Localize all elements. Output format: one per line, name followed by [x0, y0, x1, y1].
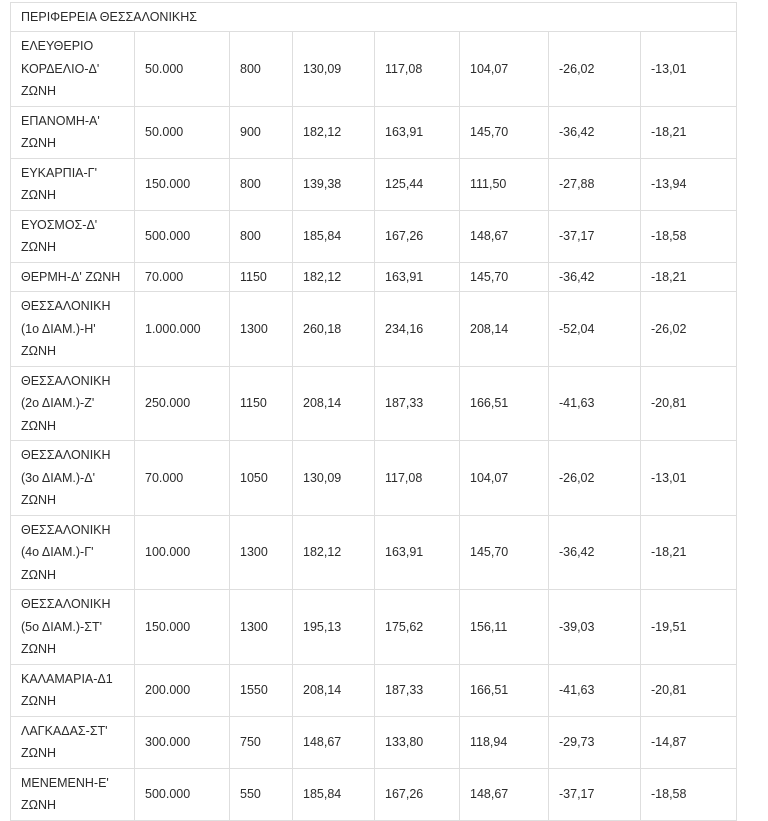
table-container [10, 2, 736, 821]
price-cell: 182,12 [293, 106, 375, 158]
difference-2-cell: -13,01 [641, 441, 737, 516]
difference-2-cell: -18,21 [641, 262, 737, 292]
region-title: ΠΕΡΙΦΕΡΕΙΑ ΘΕΣΣΑΛΟΝΙΚΗΣ [11, 3, 737, 32]
area-name-line: ΕΥΟΣΜΟΣ-Δ' [21, 217, 98, 232]
price-reduced-2-cell: 145,70 [460, 515, 549, 590]
table-row [11, 590, 737, 665]
population-cell: 500.000 [135, 768, 230, 820]
area-name-cell [11, 158, 135, 210]
area-name-line: ΖΩΝΗ [21, 567, 57, 582]
difference-cell: -41,63 [549, 664, 641, 716]
area-name-line: ΘΕΣΣΑΛΟΝΙΚΗ [21, 597, 111, 611]
price-cell: 195,13 [293, 590, 375, 665]
area-name-line: (4ο ΔΙΑΜ.)-Γ' [21, 545, 94, 559]
price-reduced-cell: 175,62 [375, 590, 460, 665]
area-name-line: ΕΠΑΝΟΜΗ-Α' [21, 113, 100, 128]
area-name-line: ΖΩΝΗ [21, 240, 57, 254]
population-cell: 150.000 [135, 590, 230, 665]
difference-cell: -37,17 [549, 210, 641, 262]
price-reduced-cell: 234,16 [375, 292, 460, 367]
price-reduced-cell: 187,33 [375, 664, 460, 716]
area-name-line: ΖΩΝΗ [21, 694, 57, 708]
population-cell: 50.000 [135, 32, 230, 107]
area-name-cell [11, 262, 135, 292]
area-name-line: ΖΩΝΗ [21, 136, 57, 150]
price-cell: 208,14 [293, 664, 375, 716]
area-name-cell [11, 366, 135, 441]
table-body [11, 2, 737, 820]
difference-2-cell: -18,58 [641, 210, 737, 262]
price-reduced-cell: 167,26 [375, 768, 460, 820]
area-name-line: ΚΑΛΑΜΑΡΙΑ-Δ1 [21, 671, 113, 686]
population-cell: 300.000 [135, 716, 230, 768]
table-row [11, 292, 737, 367]
population-cell: 250.000 [135, 366, 230, 441]
difference-cell: -41,63 [549, 366, 641, 441]
price-cell: 130,09 [293, 441, 375, 516]
area-name-line: ΜΕΝΕΜΕΝΗ-Ε' [21, 775, 109, 790]
price-reduced-2-cell: 148,67 [460, 210, 549, 262]
area-name-cell [11, 716, 135, 768]
price-reduced-2-cell: 166,51 [460, 664, 549, 716]
price-reduced-2-cell: 145,70 [460, 106, 549, 158]
value-cell: 750 [230, 716, 293, 768]
price-reduced-2-cell: 208,14 [460, 292, 549, 367]
price-reduced-cell: 125,44 [375, 158, 460, 210]
difference-cell: -39,03 [549, 590, 641, 665]
difference-cell: -37,17 [549, 768, 641, 820]
value-cell: 900 [230, 106, 293, 158]
population-cell: 500.000 [135, 210, 230, 262]
price-cell: 185,84 [293, 768, 375, 820]
area-name-line: ΖΩΝΗ [21, 84, 57, 98]
area-name-line: ΛΑΓΚΑΔΑΣ-ΣΤ' [21, 723, 108, 738]
population-cell: 1.000.000 [135, 292, 230, 367]
price-cell: 182,12 [293, 515, 375, 590]
price-reduced-cell: 163,91 [375, 262, 460, 292]
difference-cell: -52,04 [549, 292, 641, 367]
area-name-line: ΘΕΣΣΑΛΟΝΙΚΗ [21, 448, 111, 462]
table-row [11, 262, 737, 292]
population-cell: 50.000 [135, 106, 230, 158]
population-cell: 100.000 [135, 515, 230, 590]
value-cell: 1300 [230, 590, 293, 665]
area-name-cell [11, 441, 135, 516]
region-header-row [11, 3, 737, 32]
area-name-cell [11, 106, 135, 158]
area-name-line: ΚΟΡΔΕΛΙΟ-Δ' [21, 61, 100, 76]
price-reduced-2-cell: 104,07 [460, 32, 549, 107]
area-name-line: (1ο ΔΙΑΜ.)-Η' [21, 321, 96, 336]
area-name-line: ΖΩΝΗ [21, 746, 57, 760]
price-cell: 182,12 [293, 262, 375, 292]
table-row [11, 716, 737, 768]
value-cell: 1150 [230, 366, 293, 441]
area-name-line: ΘΕΣΣΑΛΟΝΙΚΗ [21, 299, 111, 313]
area-name-line: ΕΛΕΥΘΕΡΙΟ [21, 39, 94, 53]
area-name-line: (3ο ΔΙΑΜ.)-Δ' [21, 470, 95, 485]
area-name-line: ΖΩΝΗ [21, 344, 57, 358]
table-row [11, 32, 737, 107]
area-name-cell [11, 768, 135, 820]
price-cell: 260,18 [293, 292, 375, 367]
price-reduced-cell: 163,91 [375, 106, 460, 158]
price-reduced-2-cell: 104,07 [460, 441, 549, 516]
value-cell: 1050 [230, 441, 293, 516]
difference-2-cell: -19,51 [641, 590, 737, 665]
difference-cell: -36,42 [549, 262, 641, 292]
value-cell: 800 [230, 32, 293, 107]
difference-cell: -29,73 [549, 716, 641, 768]
difference-cell: -36,42 [549, 515, 641, 590]
value-cell: 1300 [230, 515, 293, 590]
area-name-line: ΖΩΝΗ [21, 642, 57, 656]
table-row [11, 366, 737, 441]
value-cell: 550 [230, 768, 293, 820]
table-row [11, 768, 737, 820]
price-reduced-2-cell: 145,70 [460, 262, 549, 292]
price-cell: 139,38 [293, 158, 375, 210]
price-cell: 148,67 [293, 716, 375, 768]
price-reduced-cell: 117,08 [375, 32, 460, 107]
area-name-line: ΖΩΝΗ [21, 188, 57, 202]
population-cell: 70.000 [135, 441, 230, 516]
difference-cell: -27,88 [549, 158, 641, 210]
area-name-cell [11, 590, 135, 665]
area-name-line: ΘΕΡΜΗ-Δ' ΖΩΝΗ [21, 269, 121, 284]
difference-2-cell: -26,02 [641, 292, 737, 367]
price-reduced-cell: 133,80 [375, 716, 460, 768]
difference-2-cell: -20,81 [641, 366, 737, 441]
price-reduced-cell: 187,33 [375, 366, 460, 441]
area-name-line: (2ο ΔΙΑΜ.)-Ζ' [21, 396, 95, 410]
price-reduced-2-cell: 166,51 [460, 366, 549, 441]
difference-cell: -26,02 [549, 441, 641, 516]
area-name-line: ΖΩΝΗ [21, 418, 57, 433]
area-name-cell [11, 664, 135, 716]
price-reduced-cell: 117,08 [375, 441, 460, 516]
area-name-line: ΘΕΣΣΑΛΟΝΙΚΗ [21, 373, 111, 388]
price-reduced-cell: 167,26 [375, 210, 460, 262]
price-cell: 130,09 [293, 32, 375, 107]
price-reduced-2-cell: 156,11 [460, 590, 549, 665]
table-row [11, 210, 737, 262]
price-reduced-cell: 163,91 [375, 515, 460, 590]
area-name-line: ΖΩΝΗ [21, 493, 57, 507]
difference-cell: -26,02 [549, 32, 641, 107]
value-cell: 1550 [230, 664, 293, 716]
difference-2-cell: -13,01 [641, 32, 737, 107]
area-name-line: ΕΥΚΑΡΠΙΑ-Γ' [21, 165, 97, 180]
population-cell: 70.000 [135, 262, 230, 292]
difference-2-cell: -14,87 [641, 716, 737, 768]
population-cell: 150.000 [135, 158, 230, 210]
data-table [10, 2, 737, 821]
value-cell: 1300 [230, 292, 293, 367]
area-name-line: ΖΩΝΗ [21, 798, 57, 812]
area-name-line: ΘΕΣΣΑΛΟΝΙΚΗ [21, 522, 111, 537]
table-row [11, 158, 737, 210]
price-reduced-2-cell: 118,94 [460, 716, 549, 768]
area-name-cell [11, 32, 135, 107]
difference-2-cell: -13,94 [641, 158, 737, 210]
difference-2-cell: -18,58 [641, 768, 737, 820]
area-name-line: (5ο ΔΙΑΜ.)-ΣΤ' [21, 619, 102, 634]
price-reduced-2-cell: 148,67 [460, 768, 549, 820]
population-cell: 200.000 [135, 664, 230, 716]
difference-2-cell: -18,21 [641, 106, 737, 158]
difference-2-cell: -18,21 [641, 515, 737, 590]
difference-2-cell: -20,81 [641, 664, 737, 716]
table-row [11, 106, 737, 158]
area-name-cell [11, 515, 135, 590]
value-cell: 800 [230, 210, 293, 262]
value-cell: 800 [230, 158, 293, 210]
table-row [11, 515, 737, 590]
price-cell: 185,84 [293, 210, 375, 262]
table-row [11, 664, 737, 716]
price-cell: 208,14 [293, 366, 375, 441]
area-name-cell [11, 210, 135, 262]
price-reduced-2-cell: 111,50 [460, 158, 549, 210]
difference-cell: -36,42 [549, 106, 641, 158]
table-row [11, 441, 737, 516]
area-name-cell [11, 292, 135, 367]
value-cell: 1150 [230, 262, 293, 292]
